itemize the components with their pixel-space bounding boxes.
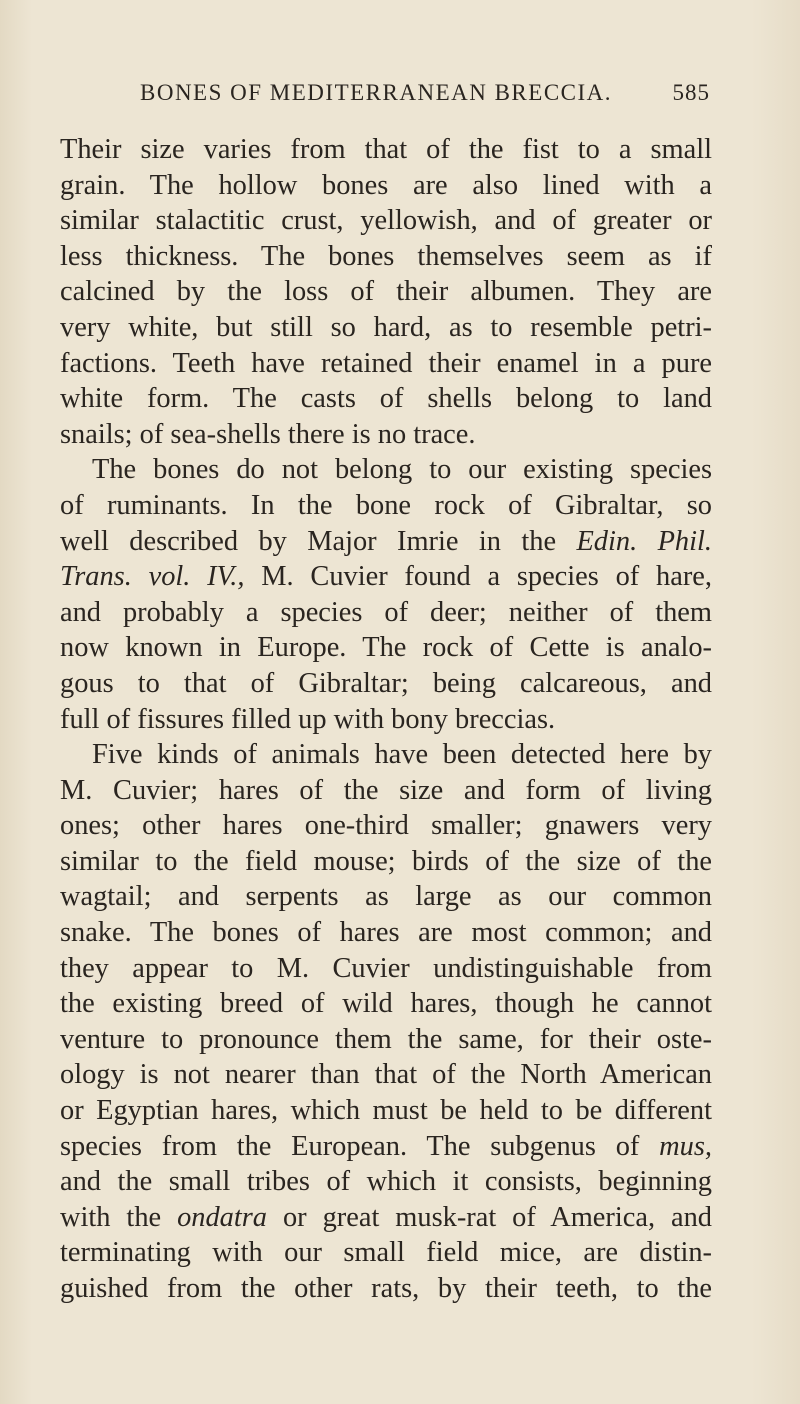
text-line: snake. The bones of hares are most common; and (60, 917, 712, 949)
text-line: The bones do not belong to our existing species (92, 454, 712, 486)
text-line: ones; other hares one-third smaller; gnawers very (60, 810, 712, 842)
text-line: similar to the field mouse; birds of the size of the (60, 845, 712, 877)
page-number: 585 (672, 80, 710, 105)
italic-citation: Edin. Phil. (576, 525, 712, 557)
text-line: wagtail; and serpents as large as our common (60, 881, 712, 913)
text-line: calcined by the loss of their albumen. They are (60, 276, 712, 308)
text-segment: or great musk-rat of America, and (282, 1201, 712, 1233)
text-line: similar stalactitic crust, yellowish, and of greater or (60, 205, 712, 237)
text-line: ology is not nearer than that of the North American (60, 1059, 712, 1091)
text-line: Five kinds of animals have been detected here by (92, 739, 712, 771)
text-line: grain. The hollow bones are also lined with a (60, 169, 712, 201)
text-line-mixed (60, 1129, 712, 1165)
text-line: factions. Teeth have retained their enamel in a pure (60, 347, 712, 379)
text-segment: M. Cuvier found a species of hare, (261, 561, 712, 593)
text-line: very white, but still so hard, as to resemble petri- (60, 311, 712, 343)
text-line-mixed (60, 559, 712, 595)
text-segment: with the (60, 1201, 162, 1233)
text-line: guished from the other rats, by their teeth, to the (60, 1273, 712, 1304)
text-line: gous to that of Gibraltar; being calcareous, and (60, 667, 712, 699)
text-line: venture to pronounce them the same, for their oste- (60, 1023, 712, 1055)
text-line: and probably a species of deer; neither of them (60, 596, 712, 628)
text-line-mixed (60, 1200, 712, 1236)
italic-term: ondatra (177, 1201, 268, 1233)
text-line: they appear to M. Cuvier undistinguishable from (60, 952, 712, 984)
text-line: terminating with our small field mice, are distin- (60, 1237, 712, 1269)
text-segment: species from the European. The subgenus of (60, 1130, 640, 1162)
page-header (140, 80, 710, 120)
italic-term: mus, (659, 1130, 712, 1162)
text-line: less thickness. The bones themselves seem as if (60, 240, 712, 272)
text-line: and the small tribes of which it consists, beginning (60, 1166, 712, 1198)
text-line: white form. The casts of shells belong to land (60, 383, 712, 415)
text-line: now known in Europe. The rock of Cette is analo- (60, 632, 712, 664)
text-line: full of fissures filled up with bony breccias. (60, 703, 556, 735)
text-line-mixed (60, 524, 712, 560)
text-line: the existing breed of wild hares, though he cannot (60, 988, 712, 1020)
text-line: M. Cuvier; hares of the size and form of living (60, 774, 712, 806)
text-segment: well described by Major Imrie in the (60, 525, 557, 557)
running-head: BONES OF MEDITERRANEAN BRECCIA. (140, 80, 613, 105)
body-text (60, 132, 712, 1307)
italic-citation: Trans. vol. IV., (60, 561, 245, 593)
text-line: or Egyptian hares, which must be held to be different (60, 1095, 712, 1127)
text-line: Their size varies from that of the fist to a small (60, 134, 712, 165)
text-line: of ruminants. In the bone rock of Gibraltar, so (60, 489, 712, 521)
text-line: snails; of sea-shells there is no trace. (60, 418, 476, 450)
